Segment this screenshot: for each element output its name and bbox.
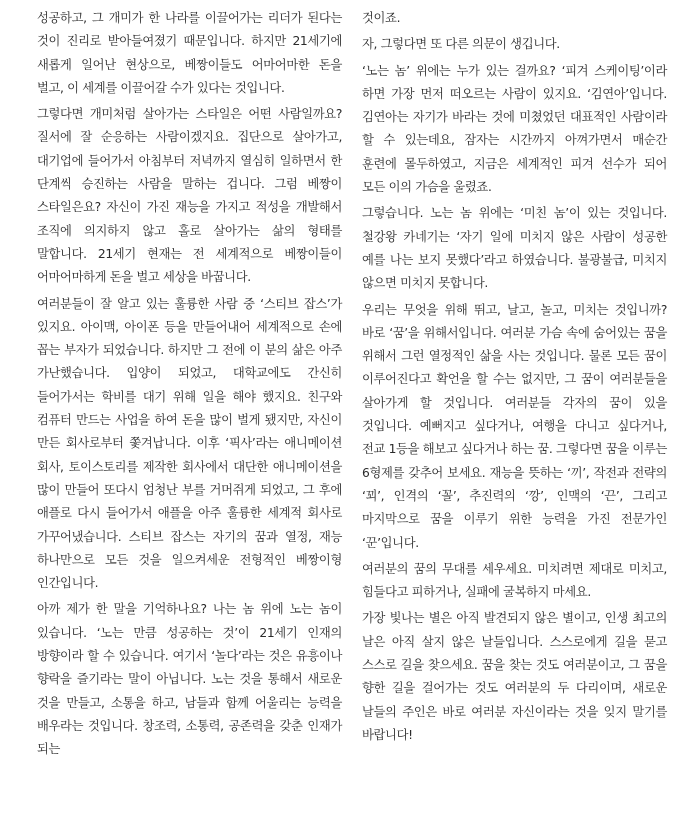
- paragraph: 그렇습니다. 노는 놈 위에는 ‘미친 놈’이 있는 것입니다. 철강왕 카네기는 ‘자기 일에 미치지 않은 사람이 성공한 예를 나는 보지 못했다’라고 하였습니다. 불광불급, 미치지 않으면 미치지 못합니다.: [362, 206, 667, 291]
- left-column: [37, 7, 342, 765]
- paragraph: 아까 제가 한 말을 기억하나요? 나는 놈 위에 노는 놈이 있습니다. ‘노는 만큼 성공하는 것’이 21세기 인재의 방향이라 할 수 있습니다. 여기서 ‘놀다’라는 것은 유흥이나 향락을 즐기라는 말이 아닙니다. 노는 것을 통해서 새로운 것을 만들고, 소통을 하고, 남들과 함께 어울리는 능력을 배우라는 것입니다. 창조력, 소통력, 공존력을 갖춘 인재가 되는: [37, 602, 342, 757]
- paragraph: 자, 그렇다면 또 다른 의문이 생깁니다.: [362, 37, 560, 52]
- paragraph: 여러분들이 잘 알고 있는 훌륭한 사람 중 ‘스티브 잡스’가 있지요. 아이맥, 아이폰 등을 만들어내어 세계적으로 손에 꼽는 부자가 되었습니다. 하지만 그 전에 이 분의 삶은 아주 가난했습니다. 입양이 되었고, 대학교에도 간신히 들어가서는 학비를 대기 위해 일을 해야 했지요. 친구와 컴퓨터 만드는 사업을 하여 돈을 많이 벌게 됐지만, 자신이 만든 회사로부터 쫓겨납니다. 이후 ‘픽사’라는 애니메이션 회사, 토이스토리를 제작한 회사에서 대단한 애니메이션을 많이 만들어 또다시 엄청난 부를 거머쥐게 되었고, 그 후에 애플로 다시 들어가서 애플을 아주 훌륭한 세계적 회사로 가꾸어냈습니다. 스티브 잡스는 자기의 꿈과 열정, 재능 하나만으로 모든 것을 일으켜세운 전형적인 베짱이형 인간입니다.: [37, 296, 342, 591]
- paragraph: 것이죠.: [362, 11, 401, 25]
- paragraph: 그렇다면 개미처럼 살아가는 스타일은 어떤 사람일까요? 질서에 잘 순응하는 사람이겠지요. 집단으로 살아가고, 대기업에 들어가서 아침부터 저녁까지 열심히 일하면서 한 단계씩 승진하는 사람을 말하는 겁니다. 그럼 베짱이 스타일은요? 자신이 가진 재능을 가지고 적성을 개발해서 조직에 의지하지 않고 홀로 살아가는 삶의 형태를 말합니다. 21세기 현재는 전 세계적으로 베짱이들이 어마어마하게 돈을 벌고 세상을 바꿉니다.: [37, 107, 342, 285]
- paragraph: 가장 빛나는 별은 아직 발견되지 않은 별이고, 인생 최고의 날은 아직 살지 않은 날들입니다. 스스로에게 길을 묻고 스스로 길을 찾으세요. 꿈을 찾는 것도 여러분이고, 그 꿈을 향한 길을 걸어가는 것도 여러분의 두 다리이며, 새로운 날들의 주인은 바로 여러분 자신이라는 것을 잊지 말기를 바랍니다!: [362, 611, 667, 742]
- paragraph: 여러분의 꿈의 무대를 세우세요. 미치려면 제대로 미치고, 힘들다고 피하거나, 실패에 굴복하지 마세요.: [362, 561, 667, 600]
- paragraph: 우리는 무엇을 위해 뛰고, 날고, 놀고, 미치는 것입니까? 바로 ‘꿈’을 위해서입니다. 여러분 가슴 속에 숨어있는 꿈을 위해서 그런 열정적인 삶을 사는 것입니다. 물론 모든 꿈이 이루어진다고 확언을 할 수는 없지만, 그 꿈이 여러분들을 살아가게 할 것입니다. 여러분들 각자의 꿈이 있을 것입니다. 예뻐지고 싶다거나, 여행을 다니고 싶다거나, 전교 1등을 해보고 싶다거나 하는 꿈. 그렇다면 꿈을 이루는 6형제를 갖추어 보세요. 재능을 뜻하는 ‘끼’, 작전과 전략의 ‘꾀’, 인격의 ‘꼴’, 추진력의 ‘깡’, 인맥의 ‘끈’, 그리고 마지막으로 꿈을 이루기 위한 능력을 가진 전문가인 ‘꾼’입니다.: [362, 302, 667, 550]
- right-column: [362, 7, 667, 750]
- paragraph: ‘노는 놈’ 위에는 누가 있는 걸까요? ‘피겨 스케이팅’이라 하면 가장 먼저 떠오르는 사람이 있지요. ‘김연아’입니다. 김연아는 자기가 바라는 것에 미쳤었던 대표적인 사람이라 할 수 있는데요, 잠자는 시간까지 아껴가면서 매순간 훈련에 몰두하였고, 지금은 세계적인 피겨 선수가 되어 모든 이의 가슴을 울렸죠.: [362, 63, 667, 195]
- paragraph: 성공하고, 그 개미가 한 나라를 이끌어가는 리더가 된다는 것이 진리로 받아들여졌기 때문입니다. 하지만 21세기에 새롭게 일어난 현상으로, 베짱이들도 어마어마한 돈을 벌고, 이 세계를 이끌어갈 수가 있다는 것입니다.: [37, 11, 342, 95]
